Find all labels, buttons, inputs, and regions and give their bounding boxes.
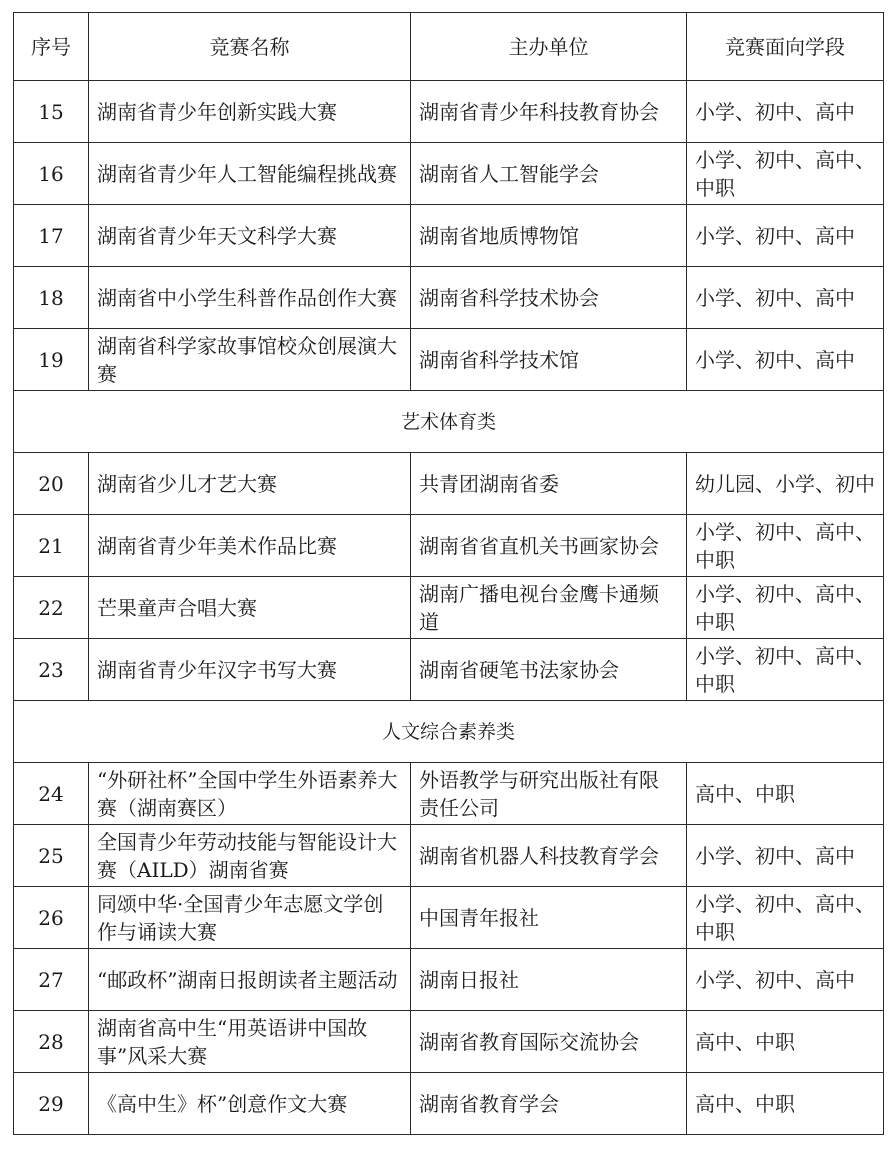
row-no: 17: [14, 205, 89, 267]
header-no: 序号: [14, 13, 89, 81]
row-org: 湖南省机器人科技教育学会: [411, 825, 687, 887]
row-name: 湖南省青少年美术作品比赛: [89, 515, 411, 577]
row-no: 26: [14, 887, 89, 949]
category-heading-humanities: 人文综合素养类: [14, 701, 884, 763]
row-no: 15: [14, 81, 89, 143]
row-level: 小学、初中、高中、中职: [687, 577, 884, 639]
row-level: 小学、初中、高中、中职: [687, 143, 884, 205]
row-name: 全国青少年劳动技能与智能设计大赛（AILD）湖南省赛: [89, 825, 411, 887]
row-no: 24: [14, 763, 89, 825]
row-name: 湖南省青少年天文科学大赛: [89, 205, 411, 267]
row-name: 同颂中华·全国青少年志愿文学创作与诵读大赛: [89, 887, 411, 949]
row-no: 25: [14, 825, 89, 887]
table-row: [14, 1073, 884, 1135]
row-no: 23: [14, 639, 89, 701]
row-level: 小学、初中、高中: [687, 329, 884, 391]
row-level: 小学、初中、高中: [687, 949, 884, 1011]
header-org: 主办单位: [411, 13, 687, 81]
row-org: 湖南广播电视台金鹰卡通频道: [411, 577, 687, 639]
row-no: 27: [14, 949, 89, 1011]
row-name: 湖南省青少年创新实践大赛: [89, 81, 411, 143]
category-heading-arts: 艺术体育类: [14, 391, 884, 453]
table-row: [14, 453, 884, 515]
table-row: [14, 205, 884, 267]
row-level: 小学、初中、高中: [687, 205, 884, 267]
table-row: [14, 143, 884, 205]
row-org: 湖南省硬笔书法家协会: [411, 639, 687, 701]
row-level: 小学、初中、高中、中职: [687, 639, 884, 701]
row-org: 湖南省科学技术馆: [411, 329, 687, 391]
row-name: 湖南省中小学生科普作品创作大赛: [89, 267, 411, 329]
row-org: 外语教学与研究出版社有限责任公司: [411, 763, 687, 825]
row-org: 湖南省青少年科技教育协会: [411, 81, 687, 143]
table-row: [14, 577, 884, 639]
row-name: “外研社杯”全国中学生外语素养大赛（湖南赛区）: [89, 763, 411, 825]
table-header-row: [14, 13, 884, 81]
row-level: 高中、中职: [687, 1073, 884, 1135]
row-name: “邮政杯”湖南日报朗读者主题活动: [89, 949, 411, 1011]
row-no: 19: [14, 329, 89, 391]
row-org: 湖南日报社: [411, 949, 687, 1011]
row-org: 湖南省教育国际交流协会: [411, 1011, 687, 1073]
table-row: [14, 267, 884, 329]
row-name: 湖南省科学家故事馆校众创展演大赛: [89, 329, 411, 391]
category-row-humanities: [14, 701, 884, 763]
row-name: 湖南省青少年汉字书写大赛: [89, 639, 411, 701]
table-row: [14, 81, 884, 143]
header-name: 竞赛名称: [89, 13, 411, 81]
row-org: 中国青年报社: [411, 887, 687, 949]
row-no: 21: [14, 515, 89, 577]
row-level: 小学、初中、高中: [687, 825, 884, 887]
row-name: 《高中生》杯”创意作文大赛: [89, 1073, 411, 1135]
row-level: 幼儿园、小学、初中: [687, 453, 884, 515]
row-name: 湖南省高中生“用英语讲中国故事”风采大赛: [89, 1011, 411, 1073]
row-org: 湖南省地质博物馆: [411, 205, 687, 267]
row-level: 小学、初中、高中: [687, 267, 884, 329]
row-no: 28: [14, 1011, 89, 1073]
table-row: [14, 825, 884, 887]
table-row: [14, 887, 884, 949]
row-no: 18: [14, 267, 89, 329]
row-org: 湖南省教育学会: [411, 1073, 687, 1135]
row-no: 22: [14, 577, 89, 639]
table-row: [14, 949, 884, 1011]
table-row: [14, 1011, 884, 1073]
category-row-arts: [14, 391, 884, 453]
row-org: 共青团湖南省委: [411, 453, 687, 515]
row-name: 湖南省少儿才艺大赛: [89, 453, 411, 515]
row-level: 小学、初中、高中: [687, 81, 884, 143]
header-level: 竞赛面向学段: [687, 13, 884, 81]
row-org: 湖南省省直机关书画家协会: [411, 515, 687, 577]
row-level: 小学、初中、高中、中职: [687, 515, 884, 577]
competition-table: [13, 12, 884, 1135]
row-no: 20: [14, 453, 89, 515]
row-level: 小学、初中、高中、中职: [687, 887, 884, 949]
row-level: 高中、中职: [687, 763, 884, 825]
row-no: 16: [14, 143, 89, 205]
row-no: 29: [14, 1073, 89, 1135]
row-name: 芒果童声合唱大赛: [89, 577, 411, 639]
row-org: 湖南省人工智能学会: [411, 143, 687, 205]
row-level: 高中、中职: [687, 1011, 884, 1073]
row-org: 湖南省科学技术协会: [411, 267, 687, 329]
row-name: 湖南省青少年人工智能编程挑战赛: [89, 143, 411, 205]
table-row: [14, 329, 884, 391]
table-row: [14, 763, 884, 825]
table-row: [14, 515, 884, 577]
table-row: [14, 639, 884, 701]
competition-list-page: [13, 12, 883, 1135]
